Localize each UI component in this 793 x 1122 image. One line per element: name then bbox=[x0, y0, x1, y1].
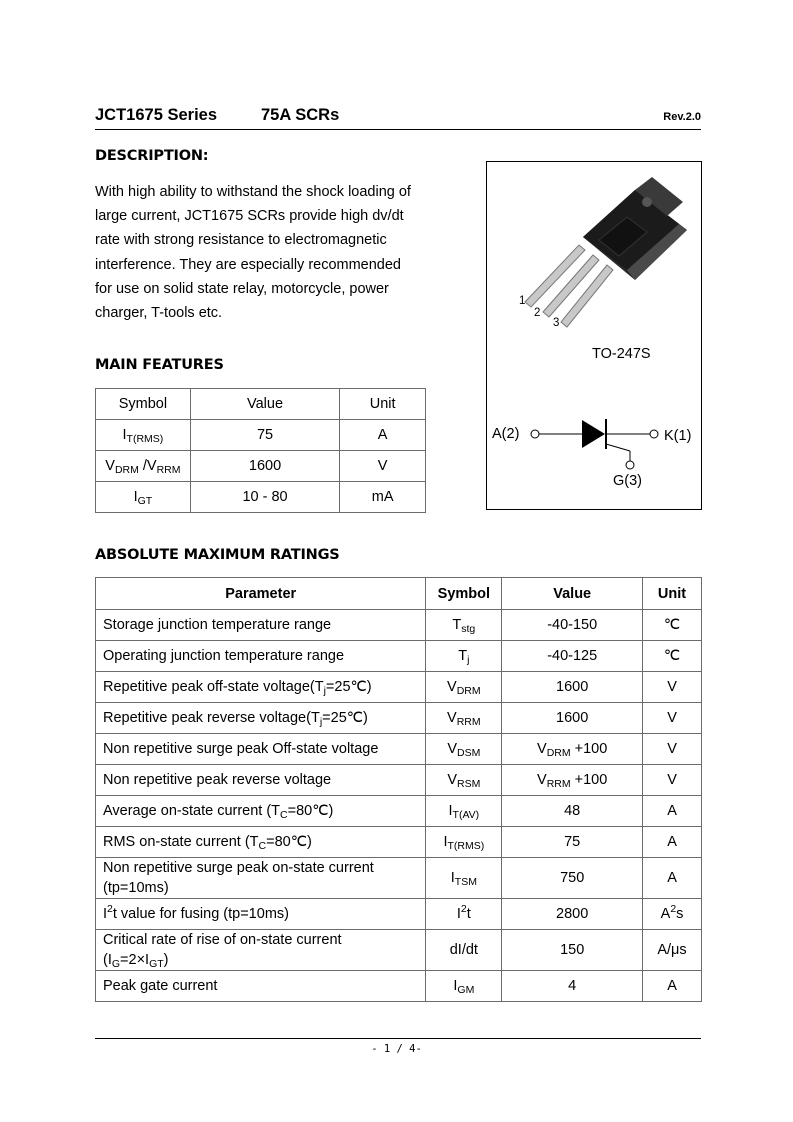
unit-cell: V bbox=[340, 451, 426, 482]
pin-number-1: 1 bbox=[519, 295, 526, 307]
parameter-cell: Storage junction temperature range bbox=[96, 610, 426, 641]
unit-cell: $A^2s$ bbox=[643, 899, 702, 930]
table-row bbox=[96, 930, 702, 971]
main-features-heading: MAIN FEATURES bbox=[95, 357, 224, 373]
value-cell: -40-125 bbox=[502, 641, 643, 672]
parameter-cell: RMS on-state current $(T_C=80℃)$ bbox=[96, 827, 426, 858]
parameter-cell: $I^2t$ value for fusing (tp=10ms) bbox=[96, 899, 426, 930]
value-cell: $V_{DRM} +100$ bbox=[502, 734, 643, 765]
table-row bbox=[96, 971, 702, 1002]
symbol-cell: $I^2t$ bbox=[426, 899, 502, 930]
symbol-cell: $I_{T(AV)}$ bbox=[426, 796, 502, 827]
table-row bbox=[96, 858, 702, 899]
revision-label: Rev.2.0 bbox=[663, 111, 701, 123]
value-cell: 750 bbox=[502, 858, 643, 899]
symbol-cell: $V_{RRM}$ bbox=[426, 703, 502, 734]
table-row bbox=[96, 827, 702, 858]
table-row bbox=[96, 796, 702, 827]
symbol-cell: $V_{DSM}$ bbox=[426, 734, 502, 765]
description-line: for use on solid state relay, motorcycle, power bbox=[95, 280, 389, 297]
unit-cell: A bbox=[643, 971, 702, 1002]
ratings-heading: ABSOLUTE MAXIMUM RATINGS bbox=[95, 547, 340, 563]
table-header-row bbox=[96, 389, 426, 420]
value-cell: 1600 bbox=[502, 703, 643, 734]
table-row bbox=[96, 672, 702, 703]
column-header: Symbol bbox=[96, 389, 191, 420]
page-number: - 1 / 4- bbox=[371, 1043, 422, 1055]
anode-label: A(2) bbox=[492, 426, 520, 442]
package-name: TO-247S bbox=[592, 346, 651, 362]
value-cell: 2800 bbox=[502, 899, 643, 930]
value-cell: 1600 bbox=[190, 451, 339, 482]
parameter-cell: Non repetitive peak reverse voltage bbox=[96, 765, 426, 796]
scr-triangle bbox=[582, 420, 605, 448]
to247-package-illustration bbox=[487, 162, 701, 342]
value-cell: 10 - 80 bbox=[190, 482, 339, 513]
column-header: Unit bbox=[643, 578, 702, 610]
value-cell: -40-150 bbox=[502, 610, 643, 641]
unit-cell: V bbox=[643, 765, 702, 796]
unit-cell: A bbox=[643, 796, 702, 827]
main-features-table bbox=[95, 388, 426, 513]
unit-cell: ℃ bbox=[643, 641, 702, 672]
unit-cell: A bbox=[643, 827, 702, 858]
description-line: With high ability to withstand the shock loading of bbox=[95, 184, 411, 200]
table-row bbox=[96, 734, 702, 765]
gate-label: G(3) bbox=[613, 473, 642, 489]
symbol-cell: $I_{GM}$ bbox=[426, 971, 502, 1002]
table-header-row bbox=[96, 578, 702, 610]
symbol-cell: $V_{RSM}$ bbox=[426, 765, 502, 796]
product-subtitle: 75A SCRs bbox=[261, 106, 340, 124]
parameter-cell: Repetitive peak off-state $voltage(T_j=25℃)$ bbox=[96, 672, 426, 703]
description-line: rate with strong resistance to electromagnetic bbox=[95, 232, 387, 249]
symbol-cell: $T_j$ bbox=[426, 641, 502, 672]
value-cell: 48 bbox=[502, 796, 643, 827]
symbol-cell: $I_{T(RMS)}$ bbox=[96, 420, 191, 451]
value-cell: 1600 bbox=[502, 672, 643, 703]
column-header: Symbol bbox=[426, 578, 502, 610]
mounting-hole bbox=[642, 197, 652, 207]
parameter-cell: Critical rate of rise of on-state current $(I_G=2\times I_{GT})$ bbox=[96, 930, 426, 971]
value-cell: 75 bbox=[502, 827, 643, 858]
symbol-cell: $V_{DRM}$ $/V_{RRM}$ bbox=[96, 451, 191, 482]
table-row bbox=[96, 451, 426, 482]
pin-number-3: 3 bbox=[553, 317, 560, 329]
column-header: Value bbox=[502, 578, 643, 610]
description-line: charger, T-tools etc. bbox=[95, 305, 223, 322]
unit-cell: A bbox=[340, 420, 426, 451]
description-text bbox=[95, 180, 455, 325]
table-row bbox=[96, 482, 426, 513]
symbol-cell: $I_{GT}$ bbox=[96, 482, 191, 513]
parameter-cell: Peak gate current bbox=[96, 971, 426, 1002]
table-row bbox=[96, 420, 426, 451]
absolute-maximum-ratings-table bbox=[95, 577, 702, 1002]
description-heading: DESCRIPTION: bbox=[95, 148, 209, 164]
symbol-cell: $T_{stg}$ bbox=[426, 610, 502, 641]
symbol-cell: $I_{T(RMS)}$ bbox=[426, 827, 502, 858]
cathode-label: K(1) bbox=[664, 428, 692, 444]
symbol-cell: $I_{TSM}$ bbox=[426, 858, 502, 899]
pin-number-2: 2 bbox=[534, 307, 541, 319]
value-cell: 4 bbox=[502, 971, 643, 1002]
parameter-cell: Non repetitive surge peak Off-state voltage bbox=[96, 734, 426, 765]
parameter-cell: Repetitive peak reverse $voltage(T_j=25℃)$ bbox=[96, 703, 426, 734]
table-row bbox=[96, 641, 702, 672]
page-header bbox=[95, 106, 701, 130]
table-row bbox=[96, 899, 702, 930]
unit-cell: A bbox=[643, 858, 702, 899]
symbol-cell: $V_{DRM}$ bbox=[426, 672, 502, 703]
value-cell: $V_{RRM} +100$ bbox=[502, 765, 643, 796]
series-title: JCT1675 Series bbox=[95, 106, 218, 124]
unit-cell: mA bbox=[340, 482, 426, 513]
package-diagram-box bbox=[486, 161, 702, 510]
unit-cell: V bbox=[643, 672, 702, 703]
symbol-cell: dI/dt bbox=[426, 930, 502, 971]
unit-cell: A/μs bbox=[643, 930, 702, 971]
parameter-cell: Operating junction temperature range bbox=[96, 641, 426, 672]
parameter-cell: Non repetitive surge peak on-state current (tp=10ms) bbox=[96, 858, 426, 899]
table-row bbox=[96, 703, 702, 734]
parameter-cell: Average on-state current $(T_C=80℃)$ bbox=[96, 796, 426, 827]
description-line: large current, JCT1675 SCRs provide high dv/dt bbox=[95, 208, 404, 225]
value-cell: 75 bbox=[190, 420, 339, 451]
unit-cell: ℃ bbox=[643, 610, 702, 641]
unit-cell: V bbox=[643, 703, 702, 734]
description-line: interference. They are especially recommended bbox=[95, 256, 402, 273]
table-row bbox=[96, 610, 702, 641]
unit-cell: V bbox=[643, 734, 702, 765]
column-header: Parameter bbox=[96, 578, 426, 610]
footer-divider bbox=[95, 1038, 701, 1039]
value-cell: 150 bbox=[502, 930, 643, 971]
column-header: Unit bbox=[340, 389, 426, 420]
table-row bbox=[96, 765, 702, 796]
column-header: Value bbox=[190, 389, 339, 420]
